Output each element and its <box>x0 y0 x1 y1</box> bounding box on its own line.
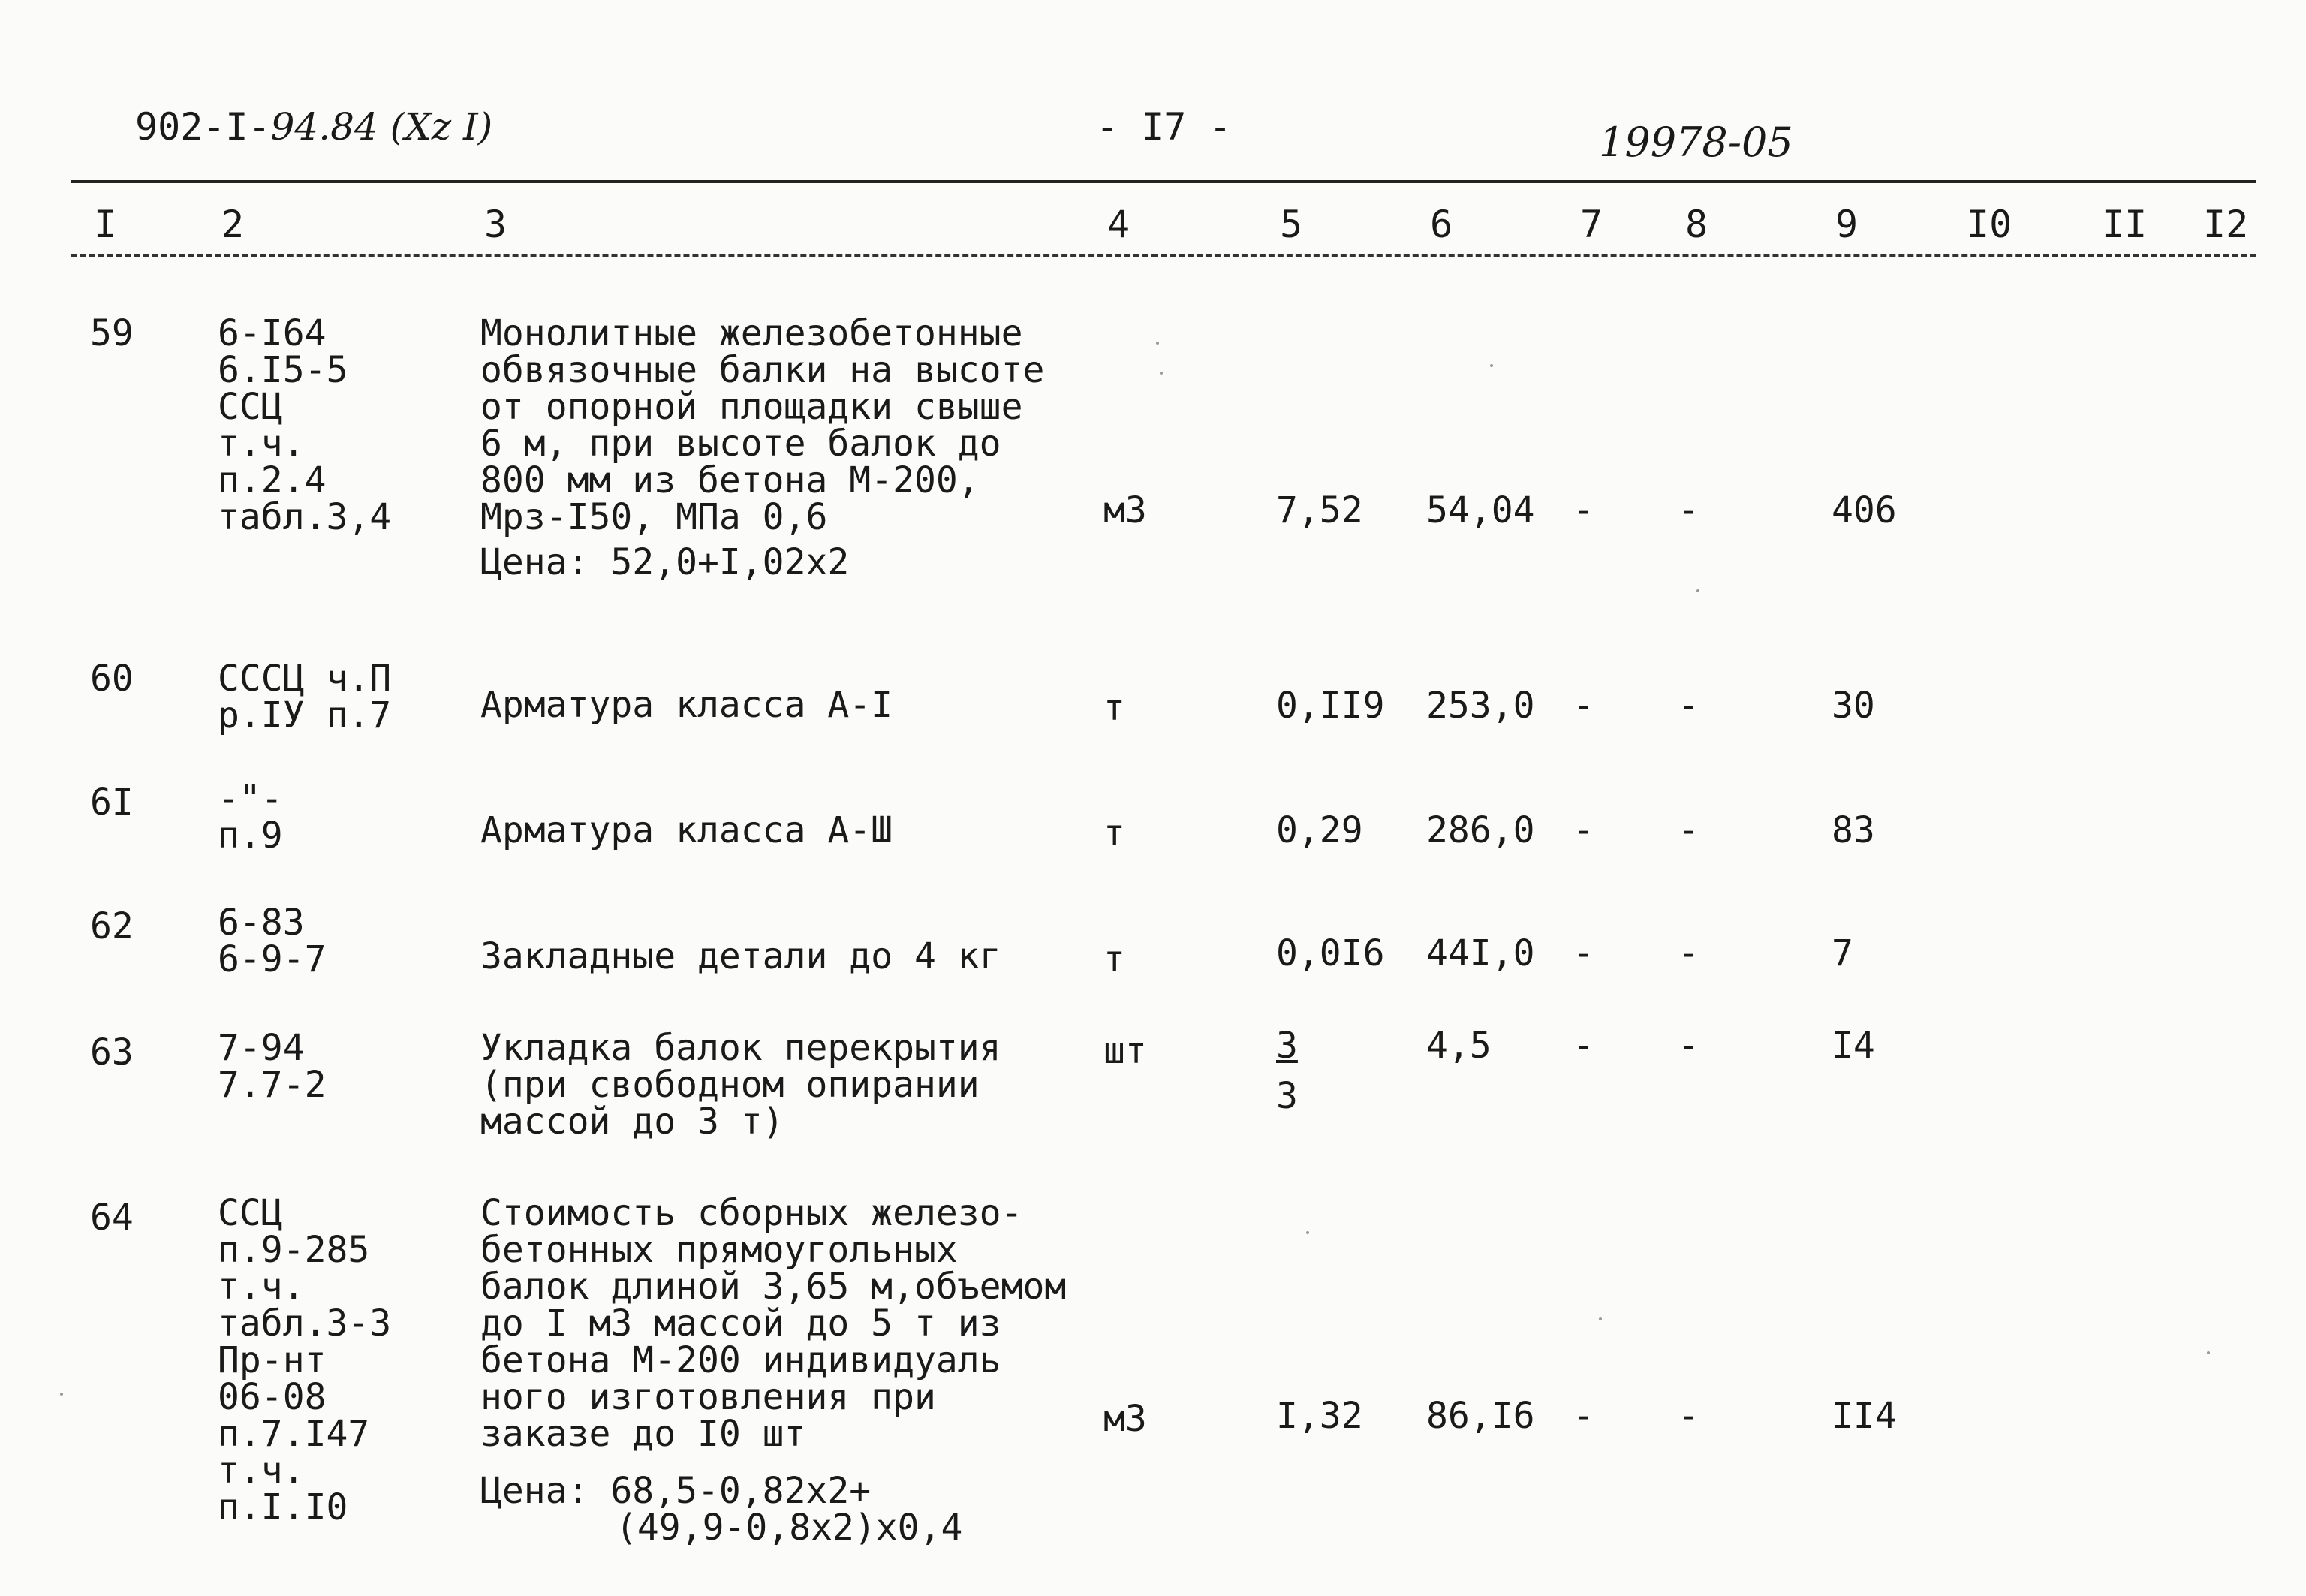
quantity: 7,52 <box>1276 489 1363 531</box>
description-line: 6 м, при высоте балок до <box>480 423 1001 465</box>
work-description: Арматура класса А-Ш <box>480 809 893 851</box>
work-description <box>480 1027 1001 1143</box>
column-header-3: 3 <box>484 203 507 246</box>
column-7-value: - <box>1573 685 1594 727</box>
unit: т <box>1103 812 1125 854</box>
norm-code-line: табл.3,4 <box>218 496 392 538</box>
unit: м3 <box>1103 1398 1147 1440</box>
norm-code-line: т.ч. <box>218 1266 305 1308</box>
row-number: 59 <box>90 312 134 354</box>
norm-code-line: т.ч. <box>218 1450 305 1492</box>
column-7-value: - <box>1573 489 1594 531</box>
document-code-handwritten: 94.84 (Xz I) <box>270 105 493 149</box>
norm-code-line: 7.7-2 <box>218 1064 327 1106</box>
norm-code <box>218 902 327 980</box>
norm-code-line: табл.3-3 <box>218 1302 392 1345</box>
page-number: - I7 - <box>1096 105 1232 149</box>
row-number: 63 <box>90 1031 134 1074</box>
norm-code-line: п.9 <box>218 815 283 857</box>
norm-code <box>218 658 392 736</box>
total-cost: II4 <box>1832 1395 1897 1437</box>
price-formula-line: Цена: 68,5-0,82х2+ <box>480 1470 872 1512</box>
column-8-value: - <box>1678 809 1699 851</box>
column-header-9: 9 <box>1835 203 1859 246</box>
work-description <box>480 312 1045 538</box>
quantity-denominator: 3 <box>1276 1075 1298 1117</box>
column-7-value: - <box>1573 932 1594 974</box>
description-line: Монолитные железобетонные <box>480 312 1023 354</box>
description-line: массой до 3 т) <box>480 1101 784 1143</box>
norm-code-line: ССЦ <box>218 1192 283 1234</box>
column-8-value: - <box>1678 1025 1699 1067</box>
document-code <box>135 105 492 149</box>
column-8-value: - <box>1678 685 1699 727</box>
row-number: 64 <box>90 1197 134 1239</box>
work-description: Арматура класса А-I <box>480 684 893 726</box>
norm-code-line: 6-83 <box>218 902 305 944</box>
quantity: I,32 <box>1276 1395 1363 1437</box>
unit-rate: 86,I6 <box>1426 1395 1535 1437</box>
unit: шт <box>1103 1030 1147 1072</box>
norm-code-line: Пр-нт <box>218 1339 327 1381</box>
description-line: ного изготовления при <box>480 1376 936 1418</box>
column-header-2: 2 <box>221 203 245 246</box>
quantity-numerator: 3 <box>1276 1025 1298 1067</box>
table-top-rule <box>71 180 2256 183</box>
description-line: бетонных прямоугольных <box>480 1229 958 1271</box>
description-line: бетона М-200 индивидуаль <box>480 1339 1001 1381</box>
description-line: 800 мм из бетона М-200, <box>480 459 980 501</box>
row-number: 62 <box>90 905 134 947</box>
column-8-value: - <box>1678 932 1699 974</box>
column-header-10: I0 <box>1967 203 2012 246</box>
column-7-value: - <box>1573 809 1594 851</box>
description-line: балок длиной 3,65 м,объемом <box>480 1266 1067 1308</box>
column-header-12: I2 <box>2203 203 2249 246</box>
description-line: от опорной площадки свыше <box>480 386 1023 428</box>
description-line: обвязочные балки на высоте <box>480 349 1045 391</box>
norm-code-line: СССЦ ч.П <box>218 658 392 700</box>
quantity: 0,0I6 <box>1276 932 1385 974</box>
norm-code <box>218 778 283 857</box>
work-description: Закладные детали до 4 кг <box>480 935 1001 977</box>
column-header-6: 6 <box>1430 203 1453 246</box>
description-line: заказе до I0 шт <box>480 1413 806 1455</box>
norm-code-line: ССЦ <box>218 386 283 428</box>
norm-code-line: 7-94 <box>218 1027 305 1069</box>
norm-code-line: п.2.4 <box>218 459 327 501</box>
work-description <box>480 1192 1067 1455</box>
unit-rate: 4,5 <box>1426 1025 1492 1067</box>
norm-code-line: 6-I64 <box>218 312 327 354</box>
norm-code-line: -"- <box>218 778 283 820</box>
column-8-value: - <box>1678 489 1699 531</box>
norm-code-line: 06-08 <box>218 1376 327 1418</box>
description-line: Укладка балок перекрытия <box>480 1027 1001 1069</box>
unit-rate: 44I,0 <box>1426 932 1535 974</box>
price-formula: Цена: 52,0+I,02х2 <box>480 541 850 583</box>
price-formula <box>480 1470 963 1549</box>
total-cost: I4 <box>1832 1025 1875 1067</box>
norm-code <box>218 1192 392 1528</box>
norm-code <box>218 312 392 538</box>
description-line: Стоимость сборных железо- <box>480 1192 1023 1234</box>
column-header-7: 7 <box>1580 203 1603 246</box>
column-header-1: I <box>94 203 117 246</box>
norm-code-line: 6.I5-5 <box>218 349 348 391</box>
description-line: до I м3 массой до 5 т из <box>480 1302 1001 1345</box>
norm-code <box>218 1027 327 1106</box>
quantity: 0,29 <box>1276 809 1363 851</box>
row-number: 6I <box>90 781 134 824</box>
price-formula-line: (49,9-0,8х2)х0,4 <box>616 1507 963 1549</box>
column-7-value: - <box>1573 1025 1594 1067</box>
norm-code-line: п.7.I47 <box>218 1413 370 1455</box>
column-7-value: - <box>1573 1395 1594 1437</box>
norm-code-line: п.9-285 <box>218 1229 370 1271</box>
norm-code-line: п.I.I0 <box>218 1486 348 1528</box>
norm-code-line: т.ч. <box>218 423 305 465</box>
document-code-printed: 902-I- <box>135 105 271 149</box>
total-cost: 7 <box>1832 932 1853 974</box>
description-line: (при свободном опирании <box>480 1064 980 1106</box>
quantity: 0,II9 <box>1276 685 1385 727</box>
column-header-4: 4 <box>1107 203 1130 246</box>
total-cost: 83 <box>1832 809 1875 851</box>
column-8-value: - <box>1678 1395 1699 1437</box>
column-header-11: II <box>2102 203 2148 246</box>
unit-rate: 253,0 <box>1426 685 1535 727</box>
column-header-8: 8 <box>1685 203 1708 246</box>
sheet-code-handwritten: 19978-05 <box>1599 119 1793 166</box>
total-cost: 406 <box>1832 489 1897 531</box>
column-header-5: 5 <box>1280 203 1303 246</box>
row-number: 60 <box>90 658 134 700</box>
unit: м3 <box>1103 489 1147 531</box>
unit-rate: 54,04 <box>1426 489 1535 531</box>
description-line: Мрз-I50, МПа 0,6 <box>480 496 828 538</box>
norm-code-line: р.IУ п.7 <box>218 694 392 736</box>
total-cost: 30 <box>1832 685 1875 727</box>
norm-code-line: 6-9-7 <box>218 938 327 980</box>
unit: т <box>1103 938 1125 980</box>
table-header-rule <box>71 254 2256 257</box>
unit: т <box>1103 687 1125 729</box>
unit-rate: 286,0 <box>1426 809 1535 851</box>
